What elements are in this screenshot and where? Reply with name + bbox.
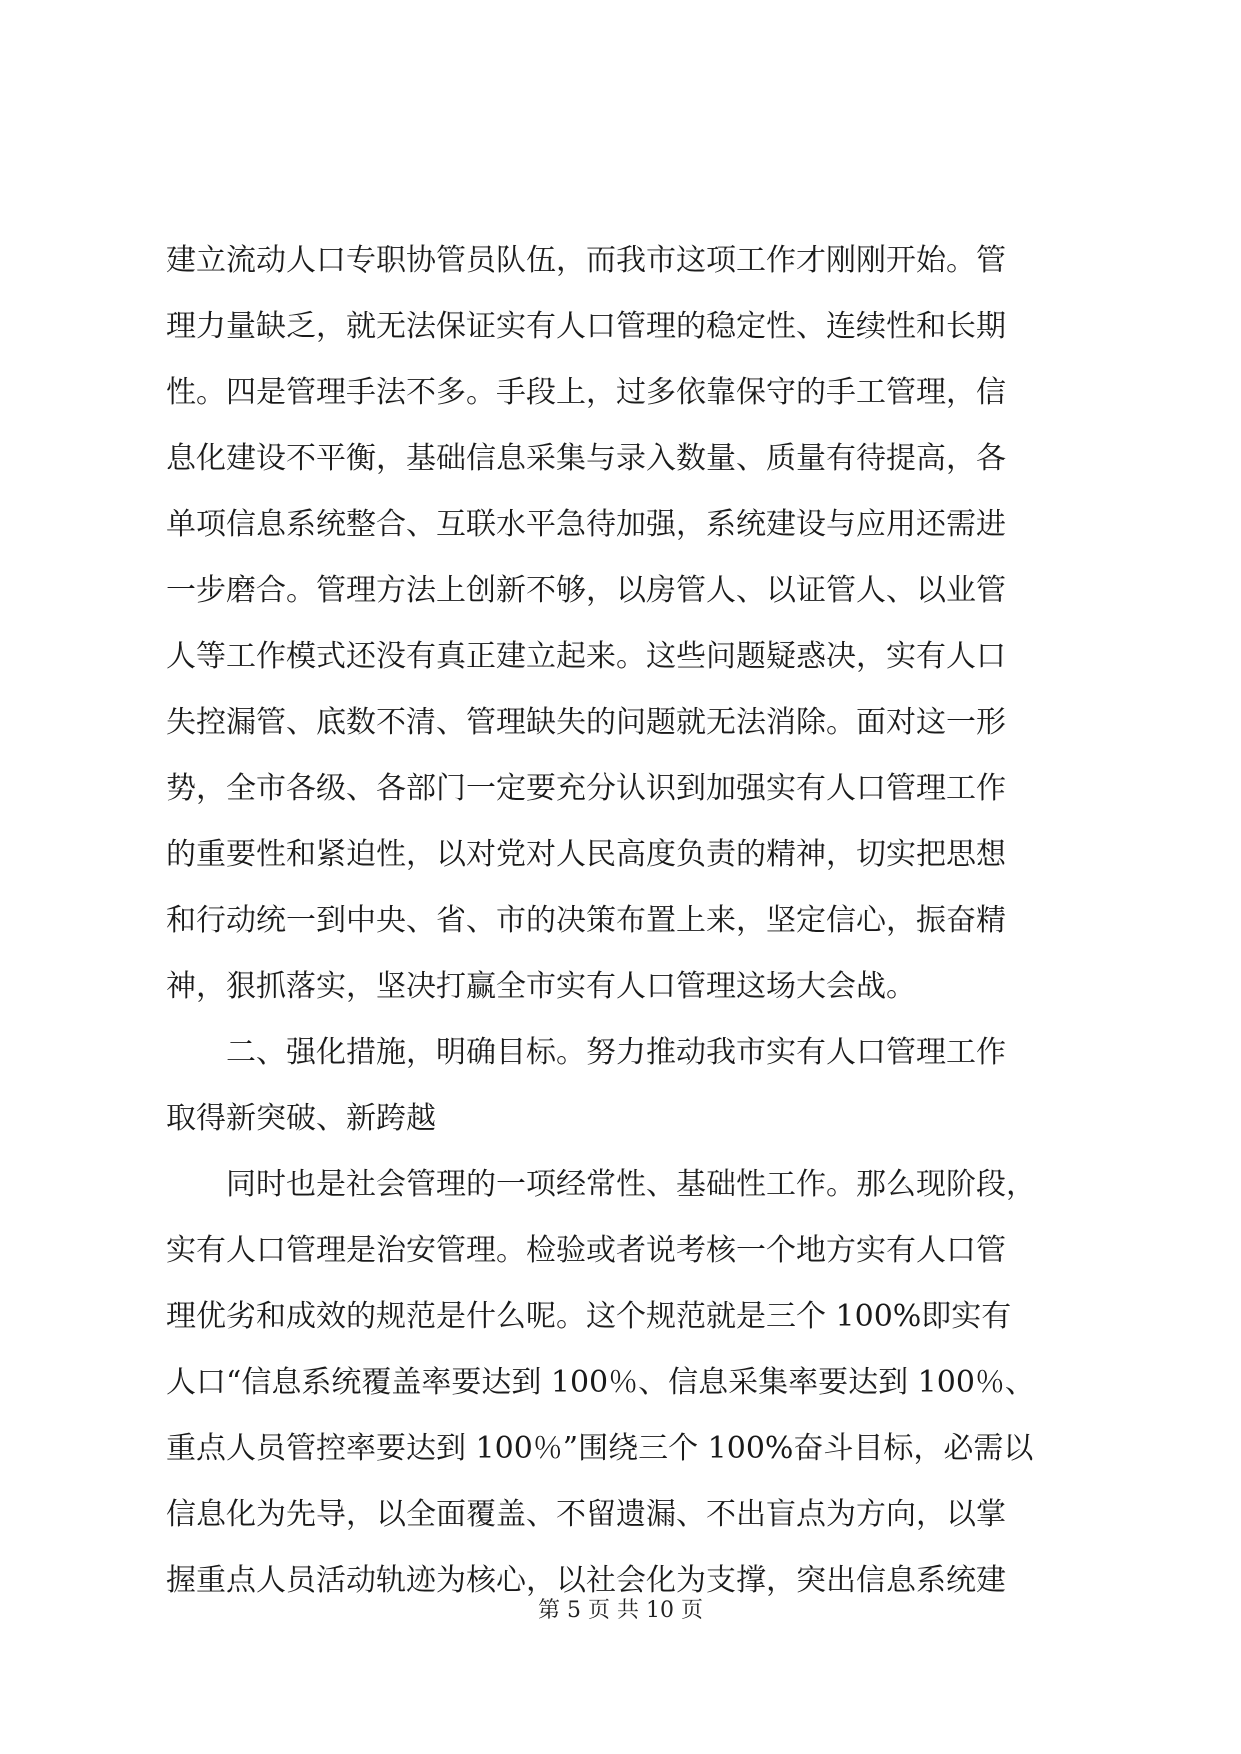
text-line: 人口“信息系统覆盖率要达到 100％、信息采集率要达到 100％、 — [166, 1365, 1035, 1400]
page-number-footer: 第 5 页 共 10 页 — [538, 1598, 703, 1623]
text-line: 的重要性和紧迫性，以对党对人民高度负责的精神，切实把思想 — [166, 837, 1006, 872]
text-line: 实有人口管理是治安管理。检验或者说考核一个地方实有人口管 — [166, 1233, 1006, 1268]
section-heading-line: 二、强化措施，明确目标。努力推动我市实有人口管理工作 — [166, 1035, 1006, 1070]
text-line: 建立流动人口专职协管员队伍，而我市这项工作才刚刚开始。管 — [166, 243, 1006, 278]
text-line: 握重点人员活动轨迹为核心，以社会化为支撑，突出信息系统建 — [166, 1563, 1006, 1598]
section-heading-line: 取得新突破、新跨越 — [166, 1101, 436, 1136]
text-line: 人等工作模式还没有真正建立起来。这些问题疑惑决，实有人口 — [166, 639, 1006, 674]
text-line: 势，全市各级、各部门一定要充分认识到加强实有人口管理工作 — [166, 771, 1006, 806]
text-line: 和行动统一到中央、省、市的决策布置上来，坚定信心，振奋精 — [166, 903, 1006, 938]
text-line: 理优劣和成效的规范是什么呢。这个规范就是三个 100%即实有 — [166, 1299, 1012, 1334]
text-line: 同时也是社会管理的一项经常性、基础性工作。那么现阶段， — [166, 1167, 1036, 1202]
text-line: 单项信息系统整合、互联水平急待加强，系统建设与应用还需进 — [166, 507, 1006, 542]
text-line: 性。四是管理手法不多。手段上，过多依靠保守的手工管理，信 — [166, 375, 1006, 410]
text-line: 失控漏管、底数不清、管理缺失的问题就无法消除。面对这一形 — [166, 705, 1006, 740]
text-line: 重点人员管控率要达到 100％”围绕三个 100%奋斗目标，必需以 — [166, 1431, 1034, 1466]
text-line: 息化建设不平衡，基础信息采集与录入数量、质量有待提高，各 — [166, 441, 1006, 476]
text-line: 理力量缺乏，就无法保证实有人口管理的稳定性、连续性和长期 — [166, 309, 1006, 344]
text-line: 信息化为先导，以全面覆盖、不留遗漏、不出盲点为方向，以掌 — [166, 1497, 1006, 1532]
text-line: 一步磨合。管理方法上创新不够，以房管人、以证管人、以业管 — [166, 573, 1006, 608]
text-line: 神，狠抓落实，坚决打赢全市实有人口管理这场大会战。 — [166, 969, 916, 1004]
